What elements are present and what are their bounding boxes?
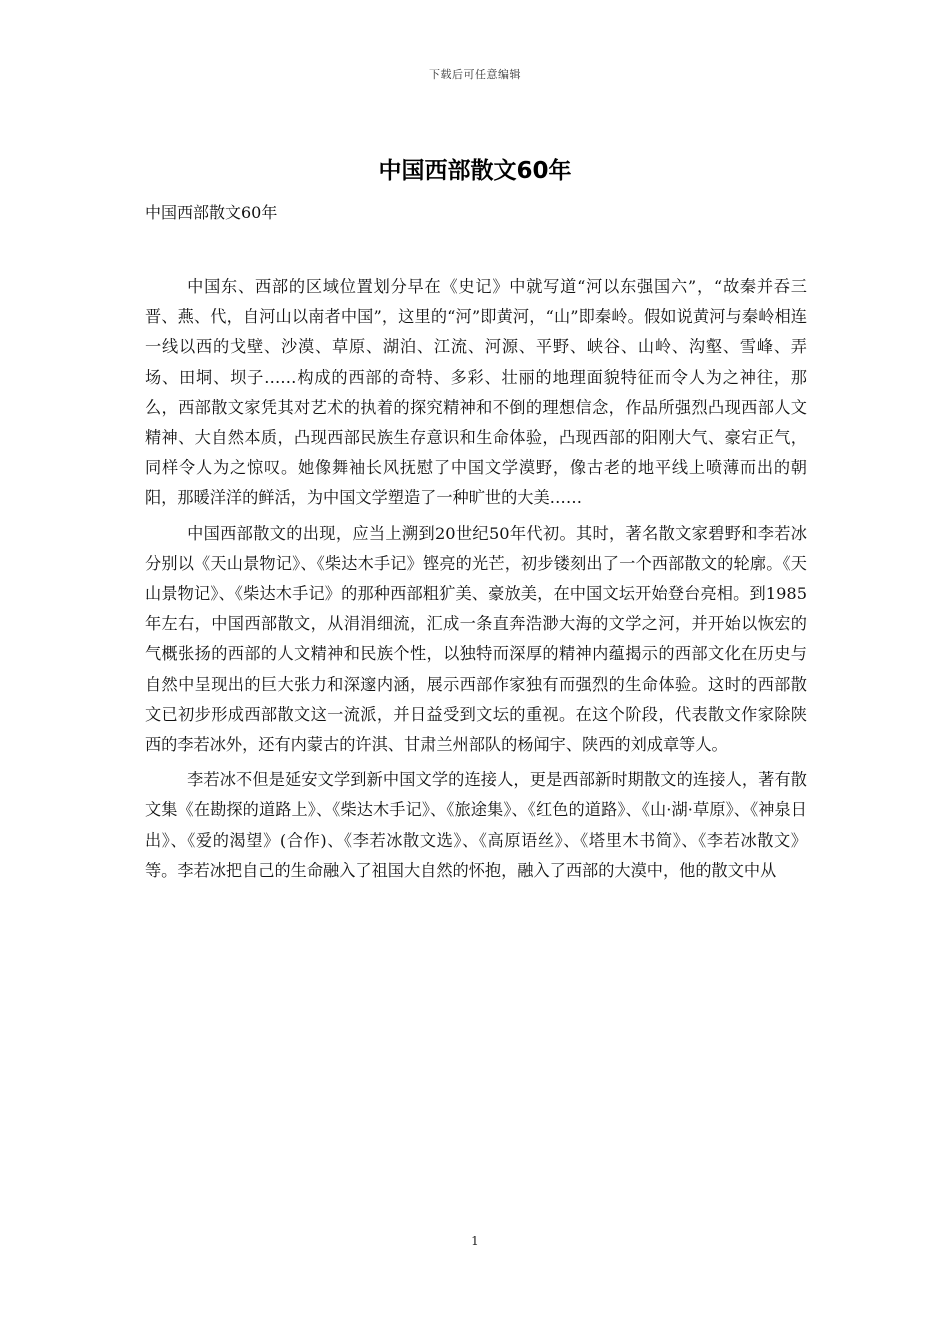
document-subtitle: 中国西部散文60年	[145, 203, 278, 222]
document-title: 中国西部散文60年	[378, 158, 572, 184]
document-body	[145, 272, 807, 891]
paragraph: 李若冰不但是延安文学到新中国文学的连接人，更是西部新时期散文的连接人，著有散文集《在勘探的道路上》、《柴达木手记》、《旅途集》、《红色的道路》、《山·湖·草原》、《神泉日出》、《爱的渴望》(合作)、《李若冰散文选》、《高原语丝》、《塔里木书简》、《李若冰散文》等。李若冰把自己的生命融入了祖国大自然的怀抱，融入了西部的大漠中，他的散文中从	[145, 770, 807, 880]
page-number: 1	[471, 1234, 479, 1248]
paragraph: 中国东、西部的区域位置划分早在《史记》中就写道“河以东强国六”，“故秦并吞三晋、燕、代，自河山以南者中国”，这里的“河”即黄河，“山”即秦岭。假如说黄河与秦岭相连一线以西的戈壁、沙漠、草原、湖泊、江流、河源、平野、峡谷、山岭、沟壑、雪峰、弄场、田垌、坝子……构成的西部的奇特、多彩、壮丽的地理面貌特征而令人为之神往，那么，西部散文家凭其对艺术的执着的探究精神和不倒的理想信念，作品所强烈凸现西部人文精神、大自然本质，凸现西部民族生存意识和生命体验，凸现西部的阳刚大气、豪宕正气，同样令人为之惊叹。她像舞袖长风抚慰了中国文学漠野，像古老的地平线上喷薄而出的朝阳，那暖洋洋的鲜活，为中国文学塑造了一种旷世的大美……	[145, 277, 807, 508]
paragraph: 中国西部散文的出现，应当上溯到20世纪50年代初。其时，著名散文家碧野和李若冰分别以《天山景物记》、《柴达木手记》铿亮的光芒，初步镂刻出了一个西部散文的轮廓。《天山景物记》、《柴达木手记》的那种西部粗犷美、豪放美，在中国文坛开始登台亮相。到1985年左右，中国西部散文，从涓涓细流，汇成一条直奔浩渺大海的文学之河，并开始以恢宏的气概张扬的西部的人文精神和民族个性，以独特而深厚的精神内蕴揭示的西部文化在历史与自然中呈现出的巨大张力和深邃内涵，展示西部作家独有而强烈的生命体验。这时的西部散文已初步形成西部散文这一流派，并日益受到文坛的重视。在这个阶段，代表散文作家除陕西的李若冰外，还有内蒙古的许淇、甘肃兰州部队的杨闻宇、陕西的刘成章等人。	[145, 523, 807, 755]
page-header-note: 下载后可任意编辑	[429, 68, 521, 81]
